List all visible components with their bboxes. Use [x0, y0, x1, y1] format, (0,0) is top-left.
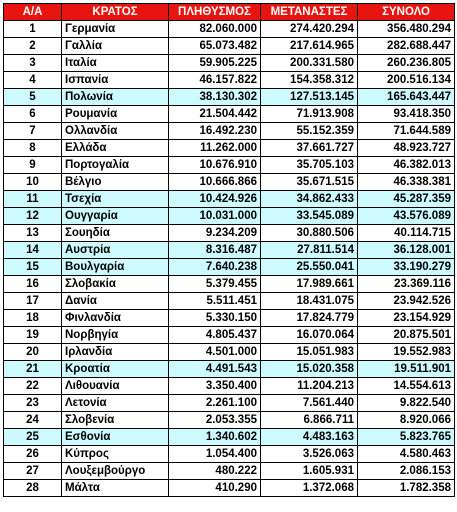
row-country: Ελλάδα [62, 140, 169, 157]
row-migrants: 17.989.661 [261, 276, 358, 293]
row-migrants: 15.051.983 [261, 344, 358, 361]
row-population: 8.316.487 [169, 242, 261, 259]
row-index: 16 [4, 276, 62, 293]
table-row [4, 344, 455, 361]
row-country: Βουλγαρία [62, 259, 169, 276]
row-total: 48.923.727 [358, 140, 455, 157]
row-total: 1.782.358 [358, 480, 455, 497]
row-migrants: 35.671.515 [261, 174, 358, 191]
row-country: Μάλτα [62, 480, 169, 497]
table-row [4, 140, 455, 157]
row-index: 13 [4, 225, 62, 242]
row-migrants: 17.824.779 [261, 310, 358, 327]
row-migrants: 15.020.358 [261, 361, 358, 378]
row-population: 7.640.238 [169, 259, 261, 276]
table-row [4, 463, 455, 480]
row-total: 4.580.463 [358, 446, 455, 463]
row-migrants: 11.204.213 [261, 378, 358, 395]
row-total: 165.643.447 [358, 89, 455, 106]
row-index: 5 [4, 89, 62, 106]
row-population: 65.073.482 [169, 38, 261, 55]
header-country: ΚΡΑΤΟΣ [62, 4, 169, 21]
row-total: 282.688.447 [358, 38, 455, 55]
row-migrants: 154.358.312 [261, 72, 358, 89]
row-index: 14 [4, 242, 62, 259]
row-country: Εσθονία [62, 429, 169, 446]
table-row [4, 259, 455, 276]
row-index: 6 [4, 106, 62, 123]
row-population: 46.157.822 [169, 72, 261, 89]
row-total: 2.086.153 [358, 463, 455, 480]
table-row [4, 123, 455, 140]
row-population: 9.234.209 [169, 225, 261, 242]
row-index: 9 [4, 157, 62, 174]
row-population: 10.666.866 [169, 174, 261, 191]
row-population: 10.676.910 [169, 157, 261, 174]
row-country: Πορτογαλία [62, 157, 169, 174]
row-population: 2.261.100 [169, 395, 261, 412]
row-migrants: 37.661.727 [261, 140, 358, 157]
row-population: 2.053.355 [169, 412, 261, 429]
row-country: Δανία [62, 293, 169, 310]
header-total: ΣΥΝΟΛΟ [358, 4, 455, 21]
row-total: 19.552.983 [358, 344, 455, 361]
header-population: ΠΛΗΘΥΣΜΟΣ [169, 4, 261, 21]
row-total: 46.382.013 [358, 157, 455, 174]
row-index: 17 [4, 293, 62, 310]
row-total: 71.644.589 [358, 123, 455, 140]
row-country: Νορβηγία [62, 327, 169, 344]
row-migrants: 1.605.931 [261, 463, 358, 480]
row-population: 10.424.926 [169, 191, 261, 208]
row-index: 20 [4, 344, 62, 361]
row-population: 38.130.302 [169, 89, 261, 106]
row-migrants: 200.331.580 [261, 55, 358, 72]
row-country: Ουγγαρία [62, 208, 169, 225]
row-index: 4 [4, 72, 62, 89]
table-row [4, 310, 455, 327]
row-country: Πολωνία [62, 89, 169, 106]
row-total: 9.822.540 [358, 395, 455, 412]
row-population: 480.222 [169, 463, 261, 480]
row-total: 23.369.116 [358, 276, 455, 293]
row-population: 16.492.230 [169, 123, 261, 140]
row-total: 19.511.901 [358, 361, 455, 378]
table-row [4, 21, 455, 38]
table-row [4, 208, 455, 225]
row-country: Ισπανία [62, 72, 169, 89]
row-total: 23.154.929 [358, 310, 455, 327]
row-country: Κύπρος [62, 446, 169, 463]
row-migrants: 6.866.711 [261, 412, 358, 429]
row-population: 410.290 [169, 480, 261, 497]
header-migrants: ΜΕΤΑΝΑΣΤΕΣ [261, 4, 358, 21]
row-country: Σουηδία [62, 225, 169, 242]
row-index: 21 [4, 361, 62, 378]
row-population: 3.350.400 [169, 378, 261, 395]
row-index: 22 [4, 378, 62, 395]
row-population: 10.031.000 [169, 208, 261, 225]
row-total: 356.480.294 [358, 21, 455, 38]
row-population: 4.805.437 [169, 327, 261, 344]
row-country: Ρουμανία [62, 106, 169, 123]
row-population: 5.511.451 [169, 293, 261, 310]
row-total: 260.236.805 [358, 55, 455, 72]
table-row [4, 412, 455, 429]
table-row [4, 429, 455, 446]
table-row [4, 55, 455, 72]
row-index: 23 [4, 395, 62, 412]
row-index: 19 [4, 327, 62, 344]
row-total: 45.287.359 [358, 191, 455, 208]
row-total: 40.114.715 [358, 225, 455, 242]
row-total: 36.128.001 [358, 242, 455, 259]
row-migrants: 71.913.908 [261, 106, 358, 123]
row-total: 33.190.279 [358, 259, 455, 276]
row-migrants: 55.152.359 [261, 123, 358, 140]
row-country: Ιρλανδία [62, 344, 169, 361]
row-migrants: 1.372.068 [261, 480, 358, 497]
row-index: 3 [4, 55, 62, 72]
row-migrants: 4.483.163 [261, 429, 358, 446]
row-migrants: 16.070.064 [261, 327, 358, 344]
table-row [4, 480, 455, 497]
table-row [4, 89, 455, 106]
row-country: Γερμανία [62, 21, 169, 38]
row-total: 23.942.526 [358, 293, 455, 310]
row-index: 7 [4, 123, 62, 140]
row-total: 5.823.765 [358, 429, 455, 446]
table-body [4, 21, 455, 497]
row-migrants: 25.550.041 [261, 259, 358, 276]
row-country: Αυστρία [62, 242, 169, 259]
table-row [4, 174, 455, 191]
row-country: Βέλγιο [62, 174, 169, 191]
row-population: 59.905.225 [169, 55, 261, 72]
table-row [4, 106, 455, 123]
table-row [4, 38, 455, 55]
row-index: 1 [4, 21, 62, 38]
row-total: 43.576.089 [358, 208, 455, 225]
row-migrants: 35.705.103 [261, 157, 358, 174]
row-index: 15 [4, 259, 62, 276]
row-index: 2 [4, 38, 62, 55]
row-population: 5.330.150 [169, 310, 261, 327]
row-migrants: 217.614.965 [261, 38, 358, 55]
table-row [4, 395, 455, 412]
row-migrants: 27.811.514 [261, 242, 358, 259]
row-population: 21.504.442 [169, 106, 261, 123]
row-total: 8.920.066 [358, 412, 455, 429]
row-population: 4.491.543 [169, 361, 261, 378]
row-index: 28 [4, 480, 62, 497]
row-population: 1.054.400 [169, 446, 261, 463]
row-index: 10 [4, 174, 62, 191]
row-population: 82.060.000 [169, 21, 261, 38]
table-row [4, 446, 455, 463]
row-total: 46.338.381 [358, 174, 455, 191]
row-index: 8 [4, 140, 62, 157]
row-index: 26 [4, 446, 62, 463]
population-table [3, 3, 455, 497]
row-population: 4.501.000 [169, 344, 261, 361]
row-country: Κροατία [62, 361, 169, 378]
row-population: 1.340.602 [169, 429, 261, 446]
row-country: Λιθουανία [62, 378, 169, 395]
row-population: 11.262.000 [169, 140, 261, 157]
row-migrants: 7.561.440 [261, 395, 358, 412]
row-index: 18 [4, 310, 62, 327]
row-migrants: 127.513.145 [261, 89, 358, 106]
row-country: Σλοβενία [62, 412, 169, 429]
row-total: 200.516.134 [358, 72, 455, 89]
row-country: Ιταλία [62, 55, 169, 72]
row-migrants: 18.431.075 [261, 293, 358, 310]
row-country: Λουξεμβούργο [62, 463, 169, 480]
row-country: Σλοβακία [62, 276, 169, 293]
table-row [4, 276, 455, 293]
table-row [4, 72, 455, 89]
header-row [4, 4, 455, 21]
table-row [4, 225, 455, 242]
row-migrants: 3.526.063 [261, 446, 358, 463]
row-index: 12 [4, 208, 62, 225]
row-country: Ολλανδία [62, 123, 169, 140]
row-country: Φινλανδία [62, 310, 169, 327]
row-total: 93.418.350 [358, 106, 455, 123]
row-migrants: 274.420.294 [261, 21, 358, 38]
table-row [4, 293, 455, 310]
table-row [4, 327, 455, 344]
row-index: 11 [4, 191, 62, 208]
row-index: 24 [4, 412, 62, 429]
table-row [4, 378, 455, 395]
row-total: 14.554.613 [358, 378, 455, 395]
table-row [4, 361, 455, 378]
row-country: Γαλλία [62, 38, 169, 55]
table-row [4, 157, 455, 174]
row-population: 5.379.455 [169, 276, 261, 293]
table-row [4, 191, 455, 208]
row-country: Λετονία [62, 395, 169, 412]
row-migrants: 33.545.089 [261, 208, 358, 225]
row-migrants: 30.880.506 [261, 225, 358, 242]
table-row [4, 242, 455, 259]
row-index: 27 [4, 463, 62, 480]
row-country: Τσεχία [62, 191, 169, 208]
header-aa: Α/Α [4, 4, 62, 21]
row-total: 20.875.501 [358, 327, 455, 344]
row-index: 25 [4, 429, 62, 446]
row-migrants: 34.862.433 [261, 191, 358, 208]
